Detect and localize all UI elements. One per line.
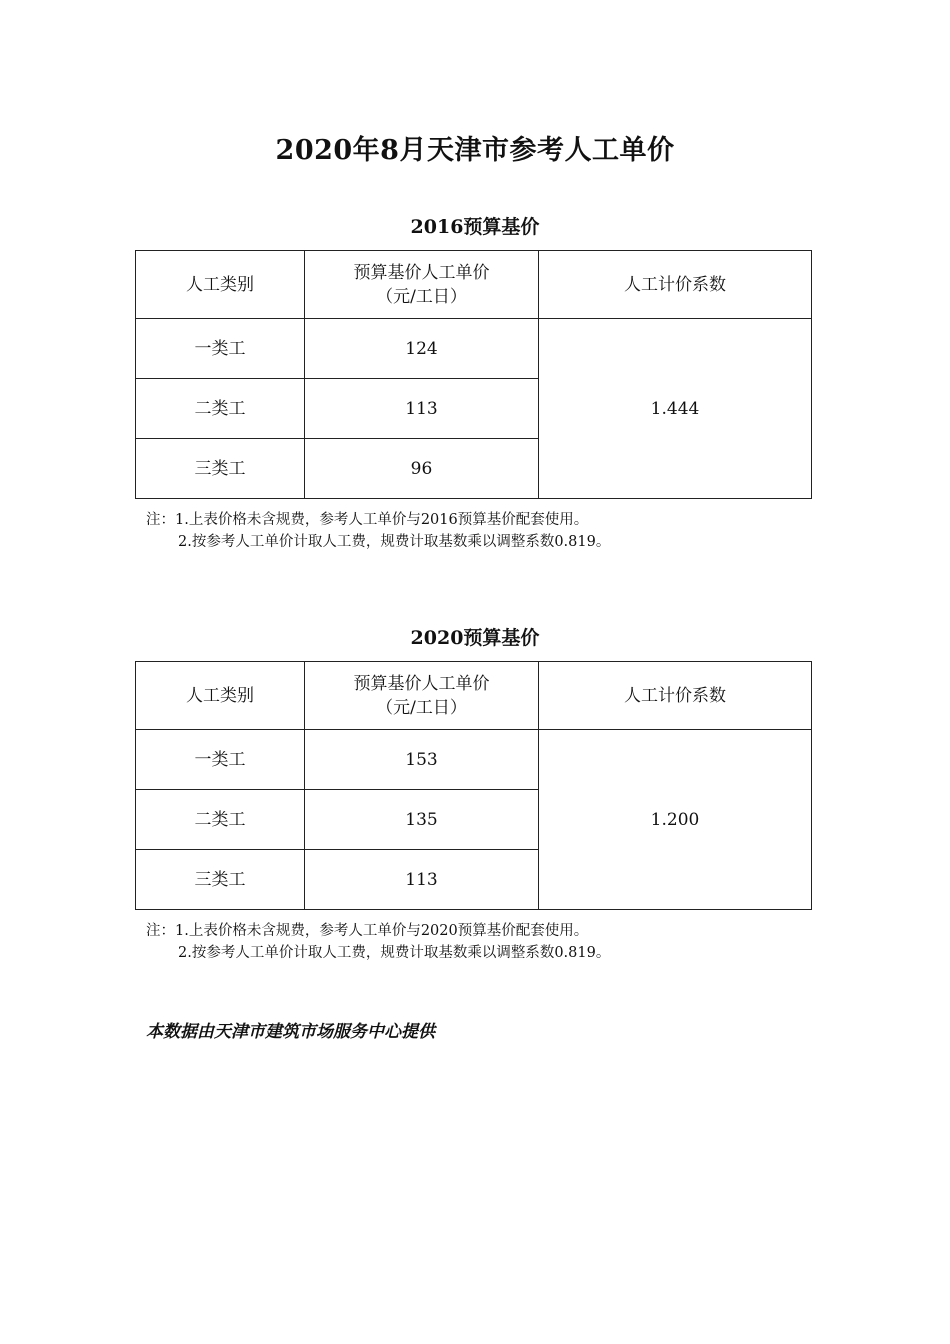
table-row: [136, 730, 812, 790]
price-cell: 113: [305, 850, 539, 910]
note-2016: [146, 509, 610, 553]
header-category: 人工类别: [136, 662, 305, 730]
document-title: 2020年8月天津市参考人工单价: [275, 135, 675, 166]
table-header-row: [136, 251, 812, 319]
note-line1: 注：1.上表价格未含规费，参考人工单价与2020预算基价配套使用。: [146, 923, 589, 939]
note-line2: 2.按参考人工单价计取人工费，规费计取基数乘以调整系数0.819。: [178, 534, 611, 550]
header-unit-price: [305, 662, 539, 730]
coefficient-cell: 1.444: [539, 319, 812, 499]
category-cell: 三类工: [136, 439, 305, 499]
header-coefficient: 人工计价系数: [539, 251, 812, 319]
category-cell: 一类工: [136, 319, 305, 379]
note-line2: 2.按参考人工单价计取人工费，规费计取基数乘以调整系数0.819。: [178, 945, 611, 961]
category-cell: 三类工: [136, 850, 305, 910]
price-cell: 153: [305, 730, 539, 790]
category-cell: 二类工: [136, 790, 305, 850]
header-unit-price-line2: （元/工日）: [376, 697, 467, 718]
price-cell: 113: [305, 379, 539, 439]
price-cell: 135: [305, 790, 539, 850]
header-coefficient: 人工计价系数: [539, 662, 812, 730]
note-2020: [146, 920, 610, 964]
header-unit-price-line1: 预算基价人工单价: [353, 262, 490, 283]
section-title-2020: 2020预算基价: [410, 627, 540, 649]
price-cell: 96: [305, 439, 539, 499]
category-cell: 二类工: [136, 379, 305, 439]
source-footer: 本数据由天津市建筑市场服务中心提供: [146, 1022, 435, 1042]
header-category: 人工类别: [136, 251, 305, 319]
table-row: [136, 319, 812, 379]
section-title-2016: 2016预算基价: [410, 216, 540, 238]
note-line1: 注：1.上表价格未含规费，参考人工单价与2016预算基价配套使用。: [146, 512, 589, 528]
price-table-2016: [135, 250, 812, 499]
price-cell: 124: [305, 319, 539, 379]
header-unit-price-line2: （元/工日）: [376, 286, 467, 307]
coefficient-cell: 1.200: [539, 730, 812, 910]
price-table-2020: [135, 661, 812, 910]
category-cell: 一类工: [136, 730, 305, 790]
header-unit-price-line1: 预算基价人工单价: [353, 673, 490, 694]
header-unit-price: [305, 251, 539, 319]
table-header-row: [136, 662, 812, 730]
